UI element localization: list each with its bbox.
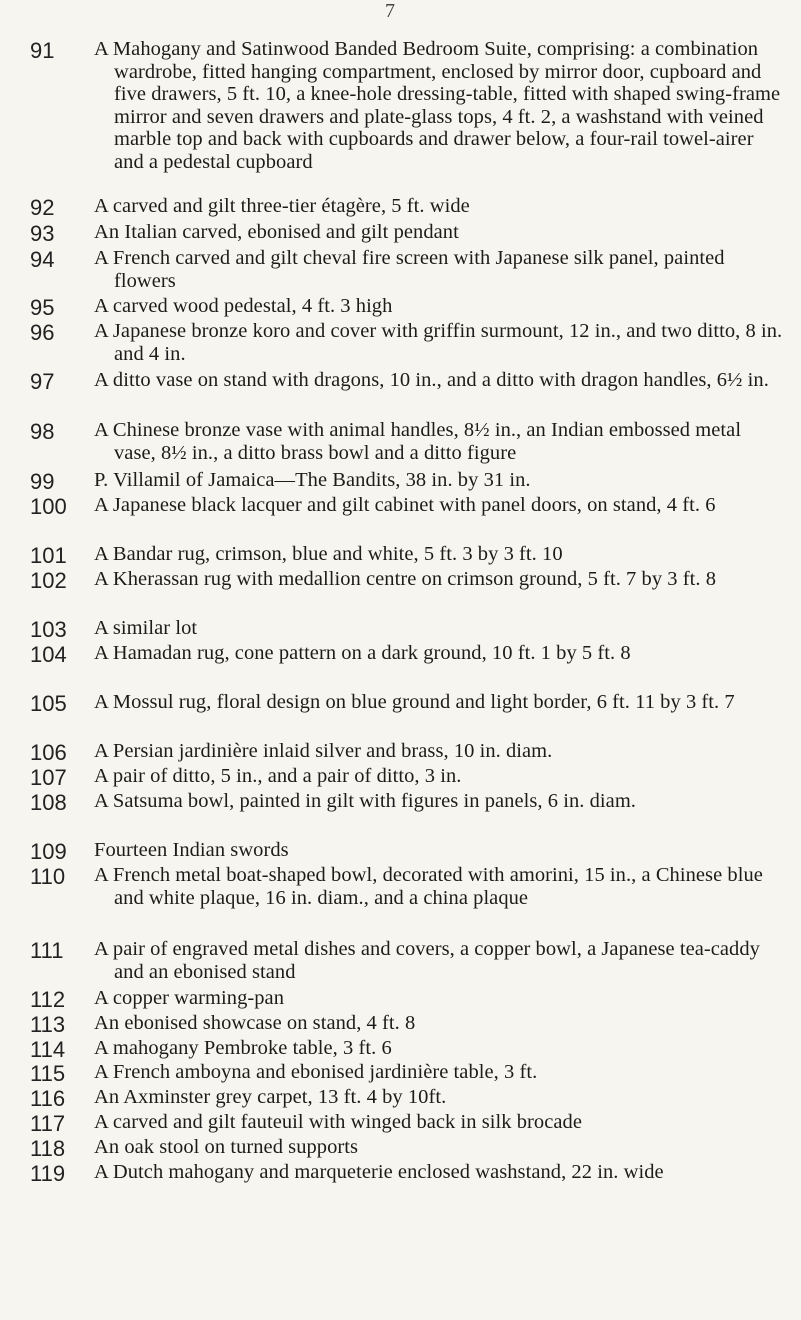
- lot-number: 106: [30, 740, 67, 765]
- lot-description: A similar lot: [94, 617, 198, 639]
- lot-number: 108: [30, 790, 67, 815]
- lot-number: 105: [30, 691, 67, 716]
- lot-number: 96: [30, 320, 55, 345]
- lot-number: 98: [30, 419, 55, 444]
- lot-description: A Japanese black lacquer and gilt cabinet with panel doors, on stand, 4 ft. 6: [94, 494, 716, 516]
- lot-description: A French metal boat-shaped bowl, decorated with amorini, 15 in., a Chinese blue and white plaque, 16 in. diam., and a china plaque: [94, 864, 763, 909]
- lot-description: A Japanese bronze koro and cover with griffin surmount, 12 in., and two ditto, 8 in. and 4 in.: [94, 320, 783, 365]
- lot-number: 104: [30, 642, 67, 667]
- lot-description: A pair of ditto, 5 in., and a pair of ditto, 3 in.: [94, 765, 462, 787]
- lot-number: 99: [30, 469, 55, 494]
- lot-number: 110: [30, 864, 66, 889]
- lot-number: 115: [30, 1061, 66, 1086]
- lot-number: 111: [30, 938, 64, 963]
- lot-number: 94: [30, 247, 55, 272]
- lot-number: 112: [30, 987, 66, 1012]
- lot-description: A copper warming-pan: [94, 987, 284, 1009]
- lot-description: A Bandar rug, crimson, blue and white, 5 ft. 3 by 3 ft. 10: [94, 543, 563, 565]
- lot-number: 116: [30, 1086, 66, 1111]
- lot-description: A Mahogany and Satinwood Banded Bedroom Suite, comprising: a combination wardrobe, fitted hanging compartment, enclosed by mirror door, cupboard and five drawers, 5 ft. 10, a knee-hole dressing-table, fitted with shaped swing-frame mirror and seven drawers and plate-glass tops, 4 ft. 2, a washstand with veined marble top and back with cupboards and drawer below, a four-rail towel-airer and a pedestal cupboard: [94, 38, 781, 173]
- lot-number: 114: [30, 1037, 66, 1062]
- lot-description: A Chinese bronze vase with animal handles, 8½ in., an Indian embossed metal vase, 8½ in., a ditto brass bowl and a ditto figure: [94, 419, 742, 464]
- lot-description: An oak stool on turned supports: [94, 1136, 359, 1158]
- page-number: 7: [385, 0, 395, 22]
- lot-description: A mahogany Pembroke table, 3 ft. 6: [94, 1037, 392, 1059]
- lot-description: An ebonised showcase on stand, 4 ft. 8: [94, 1012, 416, 1034]
- lot-description: A Satsuma bowl, painted in gilt with figures in panels, 6 in. diam.: [94, 790, 636, 812]
- lot-number: 103: [30, 617, 67, 642]
- lot-description: A carved wood pedestal, 4 ft. 3 high: [94, 295, 393, 317]
- lot-description: Fourteen Indian swords: [94, 839, 289, 861]
- lot-description: A carved and gilt fauteuil with winged back in silk brocade: [94, 1111, 582, 1133]
- lot-description: A carved and gilt three-tier étagère, 5 ft. wide: [94, 195, 470, 217]
- lot-number: 102: [30, 568, 67, 593]
- lot-description: A Mossul rug, floral design on blue ground and light border, 6 ft. 11 by 3 ft. 7: [94, 691, 735, 713]
- lot-description: A Hamadan rug, cone pattern on a dark ground, 10 ft. 1 by 5 ft. 8: [94, 642, 631, 664]
- lot-number: 109: [30, 839, 67, 864]
- lot-number: 118: [30, 1136, 66, 1161]
- lot-number: 113: [30, 1012, 66, 1037]
- lot-description: A French carved and gilt cheval fire screen with Japanese silk panel, painted flowers: [94, 247, 725, 292]
- lot-description: A Persian jardinière inlaid silver and brass, 10 in. diam.: [94, 740, 553, 762]
- lot-description: A pair of engraved metal dishes and covers, a copper bowl, a Japanese tea-caddy and an ebonised stand: [94, 938, 760, 983]
- lot-description: A ditto vase on stand with dragons, 10 in., and a ditto with dragon handles, 6½ in.: [94, 369, 769, 391]
- lot-description: A Dutch mahogany and marqueterie enclosed washstand, 22 in. wide: [94, 1161, 664, 1183]
- lot-number: 100: [30, 494, 67, 519]
- lot-description: An Italian carved, ebonised and gilt pendant: [94, 221, 459, 243]
- lot-description: A French amboyna and ebonised jardinière table, 3 ft.: [94, 1061, 538, 1083]
- lot-number: 93: [30, 221, 55, 246]
- lot-number: 97: [30, 369, 55, 394]
- lot-number: 95: [30, 295, 55, 320]
- lot-number: 119: [30, 1161, 66, 1186]
- lot-number: 107: [30, 765, 67, 790]
- lot-description: An Axminster grey carpet, 13 ft. 4 by 10ft.: [94, 1086, 447, 1108]
- lot-description: A Kherassan rug with medallion centre on crimson ground, 5 ft. 7 by 3 ft. 8: [94, 568, 717, 590]
- lot-number: 92: [30, 195, 55, 220]
- lot-description: P. Villamil of Jamaica—The Bandits, 38 in. by 31 in.: [94, 469, 531, 491]
- lot-number: 101: [30, 543, 67, 568]
- lot-number: 117: [30, 1111, 66, 1136]
- lot-number: 91: [30, 38, 55, 63]
